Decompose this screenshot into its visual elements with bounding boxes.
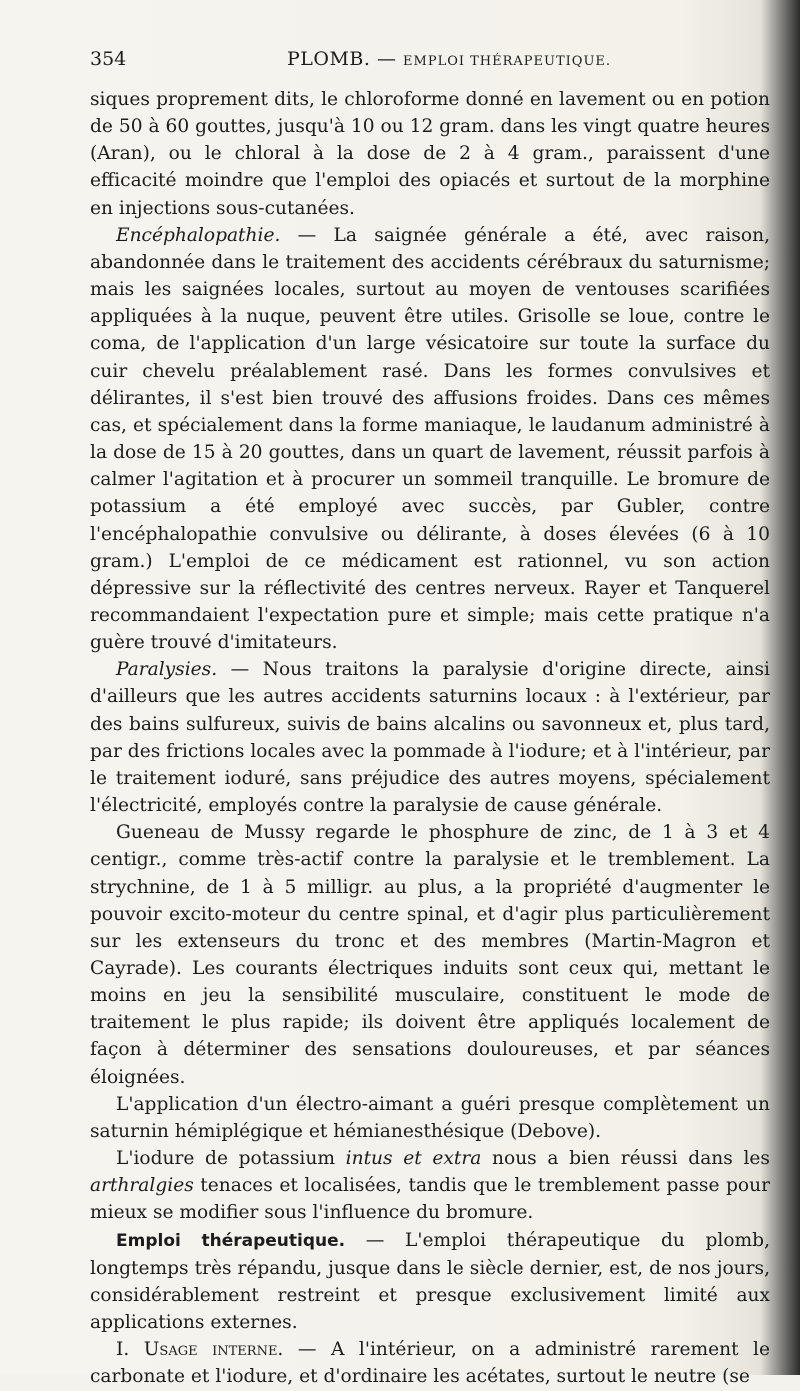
- body-text: [90, 86, 770, 1391]
- section-heading-paralysies: Paralysies.: [116, 659, 218, 681]
- paragraph-electro-aimant: L'application d'un électro-aimant a guéri presque complètement un saturnin hémiplégique et hémianesthésique (Debove).: [90, 1093, 770, 1142]
- section-number: I.: [116, 1339, 144, 1361]
- page-header: [90, 48, 780, 78]
- section-heading-encephalopathie: Encéphalopathie.: [116, 224, 281, 246]
- paragraph-text: — A l'intérieur, on a administré rarement le carbonate et l'iodure, et d'ordinaire les acétates, surtout le neutre (se: [90, 1339, 770, 1388]
- paragraph-text: L'iodure de potassium: [116, 1148, 346, 1170]
- section-heading-usage-interne: Usage interne.: [143, 1339, 284, 1361]
- running-title-dash: —: [376, 48, 397, 70]
- paragraph-iodure: [90, 1145, 770, 1226]
- paragraph-text: — Nous traitons la paralysie d'origine directe, ainsi d'ailleurs que les autres accidents saturnins locaux : à l'extérieur, par des bains sulfureux, suivis de bains alcalins ou savonneux et, plus tard, par des frictions locales avec la pommade à l'iodure; et à l'intérieur, par le traitement ioduré, sans préjudice des autres moyens, spécialement l'électricité, employés contre la paralysie de cause générale.: [90, 659, 770, 817]
- running-title-subtitle: EMPLOI THÉRAPEUTIQUE.: [403, 54, 612, 69]
- paragraph-text: — L'emploi thérapeutique du plomb, longtemps très répandu, jusque dans le siècle dernier, est, de nos jours, considérablement restreint et presque exclusivement limité aux applications externes.: [90, 1229, 770, 1334]
- paragraph-text: — La saignée générale a été, avec raison, abandonnée dans le traitement des accidents cérébraux du saturnisme; mais les saignées locales, surtout au moyen de ventouses scarifiées appliquées à la nuque, peuvent être utiles. Grisolle se loue, contre le coma, de l'application d'un large vésicatoire sur toute la surface du cuir chevelu préalablement rasé. Dans les formes convulsives et délirantes, il s'est bien trouvé des affusions froides. Dans ces mêmes cas, et spécialement dans la forme maniaque, le laudanum administré à la dose de 15 à 20 gouttes, dans un quart de lavement, réussit parfois à calmer l'agitation et à procurer un sommeil tranquille. Le bromure de potassium a été employé avec succès, par Gubler, contre l'encéphalopathie convulsive ou délirante, à doses élevées (6 à 10 gram.) L'emploi de ce médicament est rationnel, vu son action dépressive sur la réflectivité des centres nerveux. Rayer et Tanquerel recommandaient l'expectation pure et simple; mais cette pratique n'a guère trouvé d'imitateurs.: [90, 224, 770, 654]
- paragraph-usage-interne: [90, 1336, 770, 1390]
- paragraph-text: nous a bien réussi dans les: [481, 1148, 770, 1170]
- paragraph-continuation: siques proprement dits, le chloroforme donné en lavement ou en potion de 50 à 60 gouttes, jusqu'à 10 ou 12 gram. dans les vingt quatre heures (Aran), ou le chloral à la dose de 2 à 4 gram., paraissent d'une efficacité moindre que l'emploi des opiacés et surtout de la morphine en injections sous-cutanées.: [90, 89, 770, 219]
- paragraph-encephalopathie: [90, 222, 770, 657]
- running-title-main: PLOMB.: [287, 48, 371, 70]
- paragraph-paralysies: [90, 656, 770, 819]
- section-heading-emploi: Emploi thérapeutique.: [116, 1230, 346, 1251]
- paragraph-emploi: [90, 1227, 770, 1337]
- page-number: 354: [90, 48, 127, 70]
- italic-term: arthralgies: [90, 1175, 194, 1197]
- paragraph-text: tenaces et localisées, tandis que le tremblement passe pour mieux se modifier sous l'influence du bromure.: [90, 1175, 770, 1224]
- paragraph-gueneau: Gueneau de Mussy regarde le phosphure de zinc, de 1 à 3 et 4 centigr., comme très-actif contre la paralysie et le tremblement. La strychnine, de 1 à 5 milligr. au plus, a la propriété d'augmenter le pouvoir excito-moteur du centre spinal, et d'agir plus particulièrement sur les extenseurs du tronc et des membres (Martin-Magron et Cayrade). Les courants électriques induits sont ceux qui, mettant le moins en jeu la sensibilité musculaire, constituent le mode de traitement le plus rapide; ils doivent être appliqués localement de façon à déterminer des sensations douloureuses, et par séances éloignées.: [90, 822, 770, 1088]
- italic-term: intus et extra: [345, 1148, 482, 1170]
- running-title: [287, 48, 611, 70]
